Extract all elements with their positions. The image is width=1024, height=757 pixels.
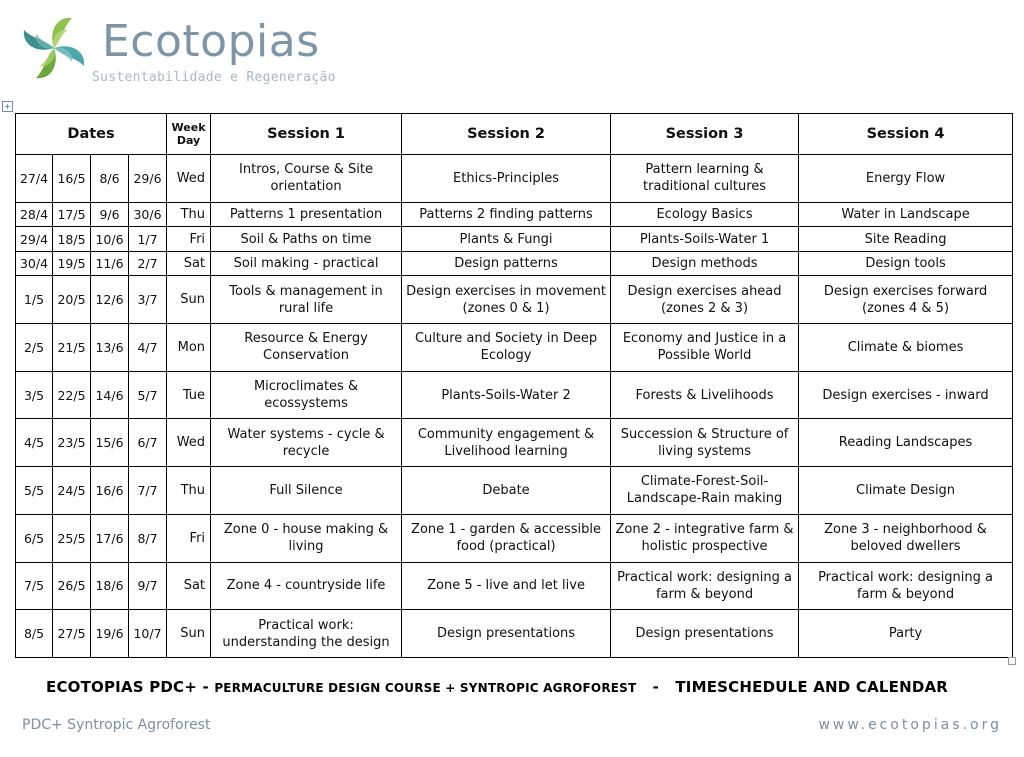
date-cell: 29/6	[129, 155, 167, 203]
session-1-cell: Patterns 1 presentation	[211, 202, 402, 227]
session-2-cell: Design patterns	[402, 251, 611, 276]
date-cell: 9/6	[91, 202, 129, 227]
date-cell: 8/6	[91, 155, 129, 203]
session-1-cell: Zone 0 - house making & living	[211, 514, 402, 562]
weekday-cell: Fri	[167, 514, 211, 562]
weekday-cell: Tue	[167, 371, 211, 419]
footer-title	[46, 678, 948, 696]
date-cell: 17/5	[53, 202, 91, 227]
table-row	[16, 251, 1013, 276]
weekday-cell: Thu	[167, 202, 211, 227]
date-cell: 30/4	[16, 251, 53, 276]
date-cell: 23/5	[53, 419, 91, 467]
session-3-cell: Design methods	[611, 251, 799, 276]
weekday-cell: Wed	[167, 419, 211, 467]
date-cell: 1/5	[16, 276, 53, 324]
date-cell: 8/7	[129, 514, 167, 562]
table-row	[16, 562, 1013, 610]
session-4-cell: Water in Landscape	[799, 202, 1013, 227]
session-2-cell: Plants & Fungi	[402, 227, 611, 252]
logo-subtitle: Sustentabilidade e Regeneração	[92, 70, 336, 85]
weekday-cell: Sat	[167, 562, 211, 610]
date-cell: 4/7	[129, 324, 167, 372]
date-cell: 8/5	[16, 610, 53, 658]
session-2-cell: Patterns 2 finding patterns	[402, 202, 611, 227]
footer-title-course: PERMACULTURE DESIGN COURSE + SYNTROPIC AGROFOREST	[214, 681, 637, 695]
session-4-cell: Design exercises forward (zones 4 & 5)	[799, 276, 1013, 324]
date-cell: 3/7	[129, 276, 167, 324]
header-week-day: Week Day	[167, 114, 211, 155]
logo-title: Ecotopias	[102, 16, 320, 67]
date-cell: 1/7	[129, 227, 167, 252]
session-4-cell: Practical work: designing a farm & beyond	[799, 562, 1013, 610]
session-3-cell: Climate-Forest-Soil-Landscape-Rain making	[611, 467, 799, 515]
session-1-cell: Tools & management in rural life	[211, 276, 402, 324]
session-2-cell: Ethics-Principles	[402, 155, 611, 203]
table-row	[16, 276, 1013, 324]
session-1-cell: Full Silence	[211, 467, 402, 515]
date-cell: 10/6	[91, 227, 129, 252]
session-4-cell: Design exercises - inward	[799, 371, 1013, 419]
weekday-cell: Fri	[167, 227, 211, 252]
session-1-cell: Soil making - practical	[211, 251, 402, 276]
date-cell: 9/7	[129, 562, 167, 610]
date-cell: 19/5	[53, 251, 91, 276]
date-cell: 7/7	[129, 467, 167, 515]
table-row	[16, 419, 1013, 467]
date-cell: 22/5	[53, 371, 91, 419]
date-cell: 2/7	[129, 251, 167, 276]
session-4-cell: Climate & biomes	[799, 324, 1013, 372]
date-cell: 21/5	[53, 324, 91, 372]
session-2-cell: Zone 5 - live and let live	[402, 562, 611, 610]
date-cell: 5/5	[16, 467, 53, 515]
date-cell: 14/6	[91, 371, 129, 419]
date-cell: 29/4	[16, 227, 53, 252]
session-4-cell: Zone 3 - neighborhood & beloved dwellers	[799, 514, 1013, 562]
session-4-cell: Climate Design	[799, 467, 1013, 515]
date-cell: 17/6	[91, 514, 129, 562]
session-4-cell: Party	[799, 610, 1013, 658]
session-2-cell: Debate	[402, 467, 611, 515]
date-cell: 6/5	[16, 514, 53, 562]
table-row	[16, 227, 1013, 252]
footer-title-separator-2: -	[636, 678, 676, 696]
date-cell: 28/4	[16, 202, 53, 227]
date-cell: 12/6	[91, 276, 129, 324]
leaf-swirl-icon	[18, 12, 90, 84]
session-4-cell: Energy Flow	[799, 155, 1013, 203]
ecotopias-logo	[18, 12, 358, 92]
table-row	[16, 202, 1013, 227]
date-cell: 27/5	[53, 610, 91, 658]
session-3-cell: Zone 2 - integrative farm & holistic prospective	[611, 514, 799, 562]
session-1-cell: Soil & Paths on time	[211, 227, 402, 252]
session-2-cell: Community engagement & Livelihood learning	[402, 419, 611, 467]
weekday-cell: Thu	[167, 467, 211, 515]
session-3-cell: Economy and Justice in a Possible World	[611, 324, 799, 372]
date-cell: 15/6	[91, 419, 129, 467]
table-row	[16, 467, 1013, 515]
weekday-cell: Sun	[167, 610, 211, 658]
date-cell: 3/5	[16, 371, 53, 419]
date-cell: 11/6	[91, 251, 129, 276]
table-move-handle-icon[interactable]: +	[2, 101, 13, 112]
table-row	[16, 155, 1013, 203]
session-3-cell: Pattern learning & traditional cultures	[611, 155, 799, 203]
header-session-2: Session 2	[402, 114, 611, 155]
session-3-cell: Design presentations	[611, 610, 799, 658]
session-2-cell: Culture and Society in Deep Ecology	[402, 324, 611, 372]
session-3-cell: Practical work: designing a farm & beyond	[611, 562, 799, 610]
footer-title-end: TIMESCHEDULE AND CALENDAR	[675, 678, 949, 696]
table-resize-handle[interactable]	[1008, 657, 1016, 665]
header-dates: Dates	[16, 114, 167, 155]
date-cell: 27/4	[16, 155, 53, 203]
weekday-cell: Mon	[167, 324, 211, 372]
date-cell: 18/6	[91, 562, 129, 610]
footer-left-text: PDC+ Syntropic Agroforest	[22, 717, 211, 733]
date-cell: 26/5	[53, 562, 91, 610]
date-cell: 5/7	[129, 371, 167, 419]
schedule-table	[15, 113, 1013, 658]
session-3-cell: Plants-Soils-Water 1	[611, 227, 799, 252]
date-cell: 18/5	[53, 227, 91, 252]
weekday-cell: Wed	[167, 155, 211, 203]
session-3-cell: Succession & Structure of living systems	[611, 419, 799, 467]
footer-title-separator: -	[197, 678, 215, 696]
session-3-cell: Design exercises ahead (zones 2 & 3)	[611, 276, 799, 324]
session-1-cell: Zone 4 - countryside life	[211, 562, 402, 610]
session-1-cell: Water systems - cycle & recycle	[211, 419, 402, 467]
session-4-cell: Design tools	[799, 251, 1013, 276]
date-cell: 19/6	[91, 610, 129, 658]
date-cell: 4/5	[16, 419, 53, 467]
session-1-cell: Resource & Energy Conservation	[211, 324, 402, 372]
session-1-cell: Intros, Course & Site orientation	[211, 155, 402, 203]
session-3-cell: Forests & Livelihoods	[611, 371, 799, 419]
table-row	[16, 610, 1013, 658]
header-session-1: Session 1	[211, 114, 402, 155]
date-cell: 6/7	[129, 419, 167, 467]
session-4-cell: Site Reading	[799, 227, 1013, 252]
session-2-cell: Design presentations	[402, 610, 611, 658]
session-3-cell: Ecology Basics	[611, 202, 799, 227]
header-row	[16, 114, 1013, 155]
header-session-4: Session 4	[799, 114, 1013, 155]
session-1-cell: Microclimates & ecossystems	[211, 371, 402, 419]
date-cell: 10/7	[129, 610, 167, 658]
footer-website: www.ecotopias.org	[818, 717, 1002, 733]
weekday-cell: Sun	[167, 276, 211, 324]
session-2-cell: Design exercises in movement (zones 0 & 1)	[402, 276, 611, 324]
date-cell: 30/6	[129, 202, 167, 227]
footer-title-main: ECOTOPIAS PDC+	[46, 678, 198, 696]
session-2-cell: Plants-Soils-Water 2	[402, 371, 611, 419]
date-cell: 24/5	[53, 467, 91, 515]
session-1-cell: Practical work: understanding the design	[211, 610, 402, 658]
table-row	[16, 324, 1013, 372]
weekday-cell: Sat	[167, 251, 211, 276]
session-4-cell: Reading Landscapes	[799, 419, 1013, 467]
date-cell: 13/6	[91, 324, 129, 372]
date-cell: 20/5	[53, 276, 91, 324]
date-cell: 7/5	[16, 562, 53, 610]
header-session-3: Session 3	[611, 114, 799, 155]
date-cell: 16/5	[53, 155, 91, 203]
session-2-cell: Zone 1 - garden & accessible food (practical)	[402, 514, 611, 562]
date-cell: 25/5	[53, 514, 91, 562]
table-row	[16, 514, 1013, 562]
date-cell: 16/6	[91, 467, 129, 515]
date-cell: 2/5	[16, 324, 53, 372]
table-row	[16, 371, 1013, 419]
